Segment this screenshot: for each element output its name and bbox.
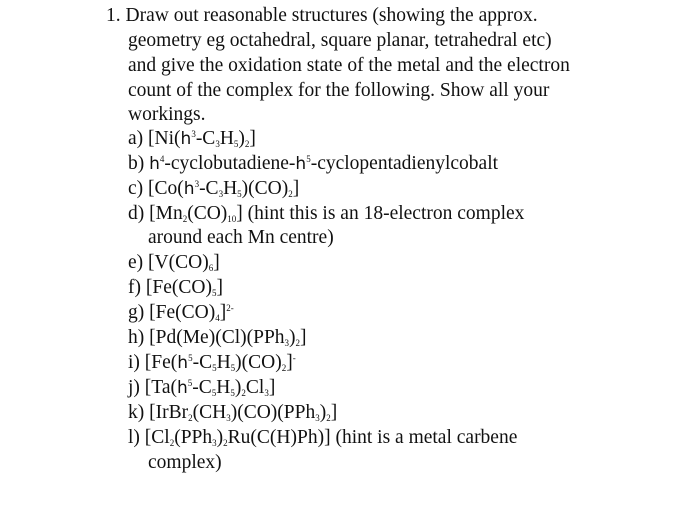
item-l	[128, 426, 517, 450]
formula-text: Ru(C(H)Ph)]	[227, 427, 331, 448]
item-e	[128, 251, 220, 275]
subscript: 5	[230, 363, 236, 373]
formula-text: -C	[192, 352, 213, 373]
superscript: 5	[306, 154, 311, 164]
formula-text: h	[295, 154, 307, 174]
item-h	[128, 326, 307, 350]
formula-text: )	[216, 427, 224, 448]
subscript: 5	[211, 288, 217, 298]
item-f	[128, 276, 223, 300]
subscript: 2	[223, 438, 228, 448]
superscript: 4	[159, 154, 165, 164]
subscript: 6	[208, 263, 214, 273]
formula-text: H	[219, 128, 234, 149]
formula-text: ]	[216, 277, 223, 298]
formula-text: -cyclobutadiene-	[164, 153, 296, 174]
formula-text: l)	[128, 427, 140, 448]
item-g	[128, 301, 234, 325]
item-j	[128, 376, 275, 400]
formula-text: (PPh	[174, 427, 213, 448]
formula-text: [V(CO)	[148, 252, 209, 273]
formula-text: g)	[128, 302, 145, 323]
item-d-hint-cont: around each Mn centre)	[148, 227, 334, 248]
item-k	[128, 401, 337, 425]
formula-text: ]	[213, 252, 220, 273]
subscript: 2	[241, 388, 246, 398]
subscript: 2	[295, 338, 301, 348]
formula-text: ]	[268, 377, 276, 398]
item-a	[128, 127, 256, 151]
formula-text: )	[234, 377, 242, 398]
formula-text: j)	[128, 377, 140, 398]
superscript: -	[292, 353, 296, 363]
formula-text: (CO)	[187, 203, 228, 224]
subscript: 3	[215, 139, 220, 149]
formula-text: f)	[128, 277, 141, 298]
question-number: 1.	[106, 5, 121, 26]
formula-text: e)	[128, 252, 144, 273]
formula-text: H	[216, 377, 231, 398]
formula-text: [Ni(	[148, 128, 181, 149]
subscript: 2	[169, 438, 175, 448]
subscript: 3	[212, 438, 217, 448]
formula-text: ]	[249, 128, 256, 149]
formula-text: [Fe(CO)	[145, 277, 212, 298]
formula-text: )(CO)	[235, 352, 282, 373]
item-l-hint-cont: complex)	[148, 452, 222, 473]
formula-text: h	[177, 353, 189, 373]
formula-text: ]	[300, 327, 307, 348]
formula-text: [Co(	[148, 178, 184, 199]
question-intro-line-4: count of the complex for the following. Show all your	[128, 80, 550, 101]
subscript: 10	[227, 214, 237, 224]
formula-text: h	[177, 378, 188, 398]
subscript: 3	[226, 413, 231, 423]
formula-text: a)	[128, 128, 144, 149]
formula-text: i)	[128, 352, 140, 373]
subscript: 5	[230, 388, 235, 398]
subscript: 3	[315, 413, 320, 423]
formula-text: h	[180, 129, 192, 149]
formula-text: [Ta(	[144, 377, 177, 398]
formula-text: [IrBr	[149, 402, 189, 423]
subscript: 5	[212, 363, 217, 373]
formula-text: ]	[286, 352, 293, 373]
question-intro-line-1	[106, 4, 538, 28]
superscript: 5	[187, 378, 193, 388]
formula-text: b)	[128, 153, 145, 174]
formula-text: )(CO)(PPh	[230, 402, 316, 423]
subscript: 4	[215, 313, 220, 323]
formula-text: Cl	[245, 377, 265, 398]
formula-text: )(CO)	[241, 178, 289, 199]
intro-text-1: Draw out reasonable structures (showing the approx.	[125, 5, 538, 26]
subscript: 2	[182, 214, 188, 224]
superscript: 5	[188, 353, 193, 363]
subscript: 3	[284, 338, 290, 348]
question-intro-line-3: and give the oxidation state of the metal and the electron	[128, 55, 570, 76]
formula-text: [Pd(Me)(Cl)(PPh	[149, 327, 285, 348]
formula-text: )	[289, 327, 296, 348]
question-intro-line-2: geometry eg octahedral, square planar, tetrahedral etc)	[128, 30, 552, 51]
subscript: 2	[188, 413, 193, 423]
formula-text: h	[183, 179, 195, 199]
subscript: 5	[237, 189, 242, 199]
formula-text: [Fe(	[144, 352, 178, 373]
item-d	[128, 202, 524, 226]
formula-text: [Fe(CO)	[149, 302, 216, 323]
formula-text: (CH	[192, 402, 227, 423]
formula-text: H	[223, 178, 238, 199]
subscript: 3	[218, 189, 224, 199]
subscript: 5	[211, 388, 217, 398]
item-i	[128, 351, 296, 375]
formula-text: H	[216, 352, 231, 373]
subscript: 2	[288, 189, 293, 199]
formula-text: -C	[199, 178, 219, 199]
subscript: 5	[233, 139, 239, 149]
subscript: 2	[326, 413, 331, 423]
superscript: 2-	[226, 303, 234, 313]
item-l-hint: (hint is a metal carbene	[335, 427, 518, 448]
formula-text: h)	[128, 327, 145, 348]
subscript: 2	[244, 139, 250, 149]
formula-text: h	[149, 154, 160, 174]
formula-text: d)	[128, 203, 145, 224]
formula-text: -cyclopentadienylcobalt	[310, 153, 499, 174]
formula-text: ]	[292, 178, 300, 199]
item-b	[128, 152, 498, 176]
item-c	[128, 177, 299, 201]
formula-text: ]	[236, 203, 243, 224]
subscript: 2	[281, 363, 287, 373]
formula-text: ]	[330, 402, 338, 423]
formula-text: [Cl	[144, 427, 170, 448]
formula-text: )	[319, 402, 327, 423]
formula-text: c)	[128, 178, 144, 199]
superscript: 3	[194, 179, 200, 189]
superscript: 3	[191, 129, 196, 139]
formula-text: -C	[192, 377, 212, 398]
formula-text: [Mn	[149, 203, 183, 224]
formula-text: -C	[195, 128, 216, 149]
question-intro-line-5: workings.	[128, 104, 206, 125]
item-d-hint: (hint this is an 18-electron complex	[247, 203, 525, 224]
formula-text: ]	[219, 302, 227, 323]
subscript: 3	[264, 388, 269, 398]
formula-text: )	[238, 128, 245, 149]
formula-text: k)	[128, 402, 145, 423]
